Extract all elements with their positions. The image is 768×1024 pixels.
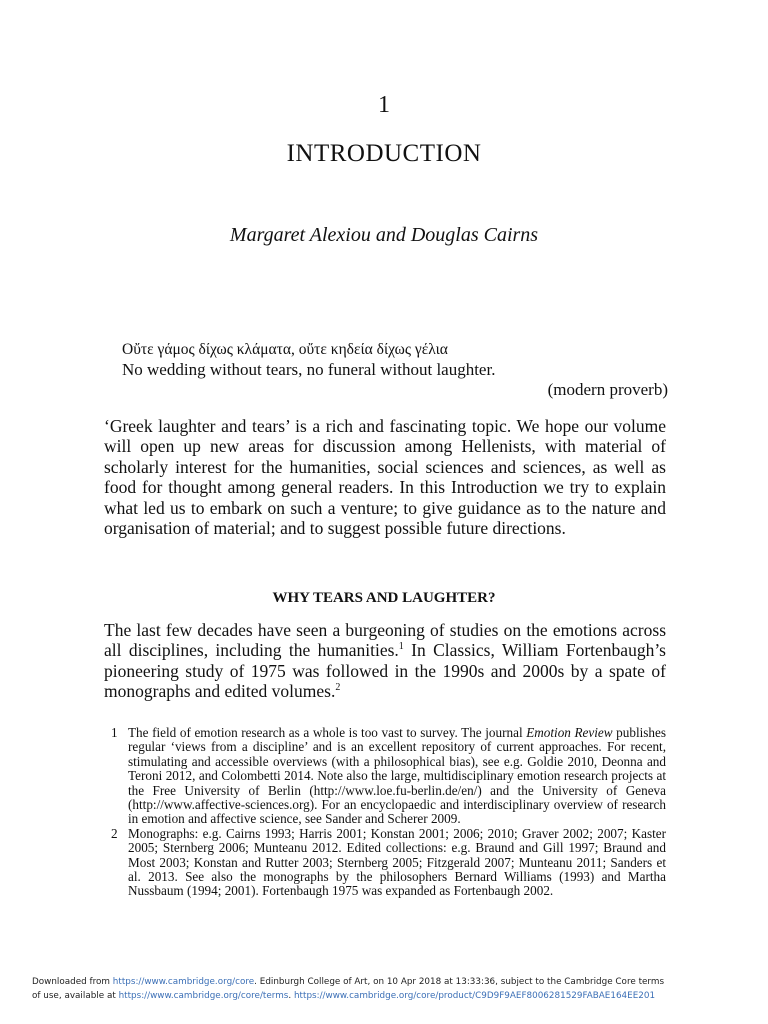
epigraph-source: (modern proverb) — [547, 380, 668, 399]
footnote-2 — [104, 827, 666, 899]
cambridge-core-link[interactable]: https://www.cambridge.org/core — [112, 977, 255, 987]
footnotes — [104, 726, 666, 899]
chapter-title: INTRODUCTION — [286, 140, 482, 167]
product-link[interactable]: https://www.cambridge.org/core/product/C9D9F9AEF8006281529FABAE164EE201 — [293, 991, 656, 1001]
footer-text: of use, available at — [32, 991, 119, 1001]
paragraph-text: In Classics, William Fortenbaugh’s pioneering study of 1975 was followed in the 1990s and 2000s by a spate of monographs and edited volumes. — [104, 640, 666, 702]
footnote-text: Monographs: e.g. Cairns 1993; Harris 2001; Konstan 2001; 2006; 2010; Graver 2002; 2007; Kaster 2005; Sternberg 2006; Munteanu 2012. Edited collections: e.g. Braund and Gill 1997; Braund and Most 2003; Konstan and Rutter 2003; Sternberg 2005; Fitzgerald 2007; Munteanu 2011; Sanders et al. 2013. See also the monographs by the philosophers Bernard Williams (1993) and Martha Nussbaum (1994; 2001). Fortenbaugh 1975 was expanded as Fortenbaugh 2002. — [128, 825, 666, 899]
footnote-1 — [104, 726, 666, 827]
chapter-number: 1 — [378, 92, 390, 118]
footnote-ref-1[interactable]: 1 — [398, 641, 404, 653]
footnote-number: 1 — [111, 725, 118, 740]
footnote-text — [128, 726, 666, 827]
body-paragraph-2 — [104, 620, 666, 702]
epigraph — [122, 340, 668, 400]
terms-link[interactable]: https://www.cambridge.org/core/terms — [118, 991, 289, 1001]
footer-text: Downloaded from — [32, 977, 113, 987]
footnote-number: 2 — [111, 825, 118, 841]
body-paragraph-1: ‘Greek laughter and tears’ is a rich and fascinating topic. We hope our volume will open up new areas for discussion among Hellenists, with material of scholarly interest for the humanities, social sciences and sciences, as well as food for thought among general readers. In this Introduction we try to explain what led us to embark on such a venture; to give guidance as to the nature and organisation of material; and to suggest possible future directions. — [104, 416, 666, 539]
footer-text: . Edinburgh College of Art, on 10 Apr 2018 at 13:33:36, subject to the Cambridge Core terms — [254, 977, 665, 987]
footer-text: . — [288, 991, 294, 1001]
paragraph-text: The last few decades have seen a burgeoning of studies on the emotions across all disciplines, including the humanities. — [104, 620, 666, 661]
download-footer — [32, 975, 752, 1003]
epigraph-english: No wedding without tears, no funeral without laughter. — [122, 360, 496, 379]
epigraph-greek: Οὔτε γάμος δίχως κλάματα, οὔτε κηδεία δίχως γέλια — [122, 341, 448, 358]
footnote-text-part: publishes regular ‘views from a discipline’ and is an excellent repository of current approaches. For recent, stimulating and accessible overviews (with a philosophical bias), see e.g. Goldie 2010, Deonna and Teroni 2012, and Colombetti 2014. Note also the large, multidisciplinary emotion research projects at the Free University of Berlin (http://www.loe.fu-berlin.de/en/) and the University of Geneva (http://www.affective-sciences.org). For an encyclopaedic and interdisciplinary overview of research in emotion and affective science, see Sander and Scherer 2009. — [128, 725, 666, 827]
footnote-text-part: The field of emotion research as a whole is too vast to survey. The journal — [128, 725, 527, 740]
journal-title: Emotion Review — [526, 725, 613, 740]
chapter-authors: Margaret Alexiou and Douglas Cairns — [229, 224, 539, 246]
section-heading: WHY TEARS AND LAUGHTER? — [272, 590, 496, 606]
footnote-ref-2[interactable]: 2 — [335, 682, 341, 694]
